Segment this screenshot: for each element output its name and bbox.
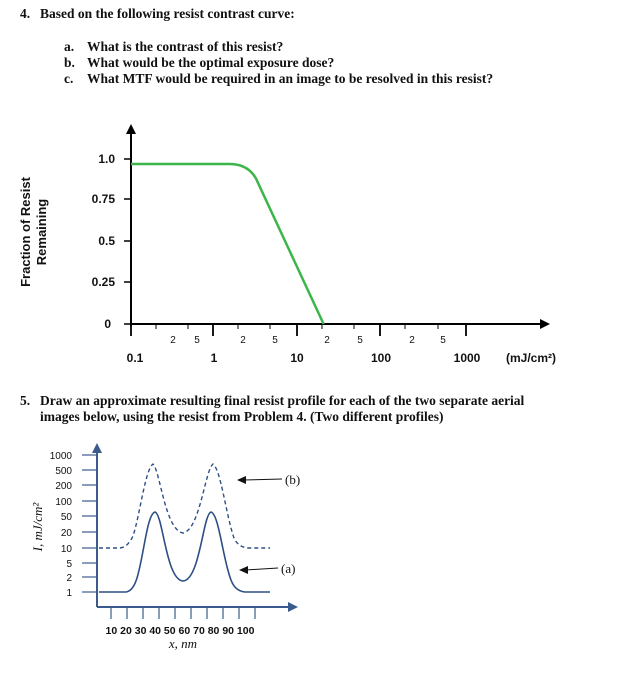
chart2-ytick: 200 [55,481,72,492]
minor-label: 2 [324,335,330,346]
q4-sub-b-text: What would be the optimal exposure dose? [87,55,335,70]
aerial-curve-a [99,512,270,592]
curve-a-arrowhead [239,566,248,574]
curve-a-arrow [245,568,278,570]
q5-line2: images below, using the resist from Problem 4. (Two different profiles) [40,409,444,424]
chart2-y-arrow [92,443,102,453]
minor-label: 2 [240,335,246,346]
chart1-ytick-075: 0.75 [91,192,115,206]
minor-label: 2 [409,335,415,346]
aerial-curve-b [99,464,270,548]
chart2-x-ticks [111,607,255,619]
curve-b-arrowhead [237,476,246,484]
chart2-ytick: 1000 [49,451,72,462]
chart1-ytick-1: 1.0 [98,152,115,166]
chart1-ytick-025: 0.25 [91,275,115,289]
chart1-xtick-1000: 1000 [453,351,481,365]
minor-label: 2 [170,335,176,346]
chart2-ytick: 5 [66,559,72,570]
chart2-ytick: 1 [66,588,72,599]
q4-sub-a-letter: a. [64,39,75,54]
q4-sub-c-text: What MTF would be required in an image to be resolved in this resist? [87,71,494,86]
chart2-ylabel: I, mJ/cm² [30,502,45,552]
q5-line1: Draw an approximate resulting final resist profile for each of the two separate aerial [40,393,525,408]
chart2-ytick: 20 [60,528,72,539]
q4-number: 4. [20,6,31,21]
q4-sub-a-text: What is the contrast of this resist? [87,39,284,54]
chart1-xtick-01: 0.1 [126,351,144,365]
chart1-ytick-0: 0 [104,317,111,331]
minor-label: 5 [194,335,200,346]
q4-sub-b-letter: b. [64,55,75,70]
q4-title: Based on the following resist contrast curve: [40,6,295,21]
curve-b-arrow [243,479,282,480]
curve-a-label: (a) [281,561,296,576]
minor-label: 5 [272,335,278,346]
chart1-ytick-05: 0.5 [98,234,115,248]
chart2-ytick: 500 [55,466,72,477]
q4-sub-c-letter: c. [64,71,74,86]
chart2-ytick: 10 [60,544,72,555]
chart2-ytick: 100 [55,497,72,508]
chart1-ylabel-line1: Fraction of Resist [18,177,33,287]
minor-label: 5 [440,335,446,346]
chart2-y-ticks [82,455,97,592]
chart1-ylabel-line2: Remaining [34,198,49,266]
curve-b-label: (b) [285,472,301,487]
chart1-x-unit: (mJ/cm²) [506,351,557,365]
chart2-xlabel: x, nm [168,636,198,651]
chart2-ytick-labels [50,451,73,599]
chart2-xtick-labels: 10 20 30 40 50 60 70 80 90 100 [105,625,255,637]
chart1-xtick-10: 10 [290,351,304,365]
q5-number: 5. [20,393,31,408]
minor-label: 5 [357,335,363,346]
chart2-ytick: 50 [60,512,72,523]
chart2-ytick: 2 [66,573,72,584]
chart1-xtick-100: 100 [370,351,392,365]
chart2-x-arrow [288,602,298,612]
chart1-xtick-1: 1 [210,351,218,365]
